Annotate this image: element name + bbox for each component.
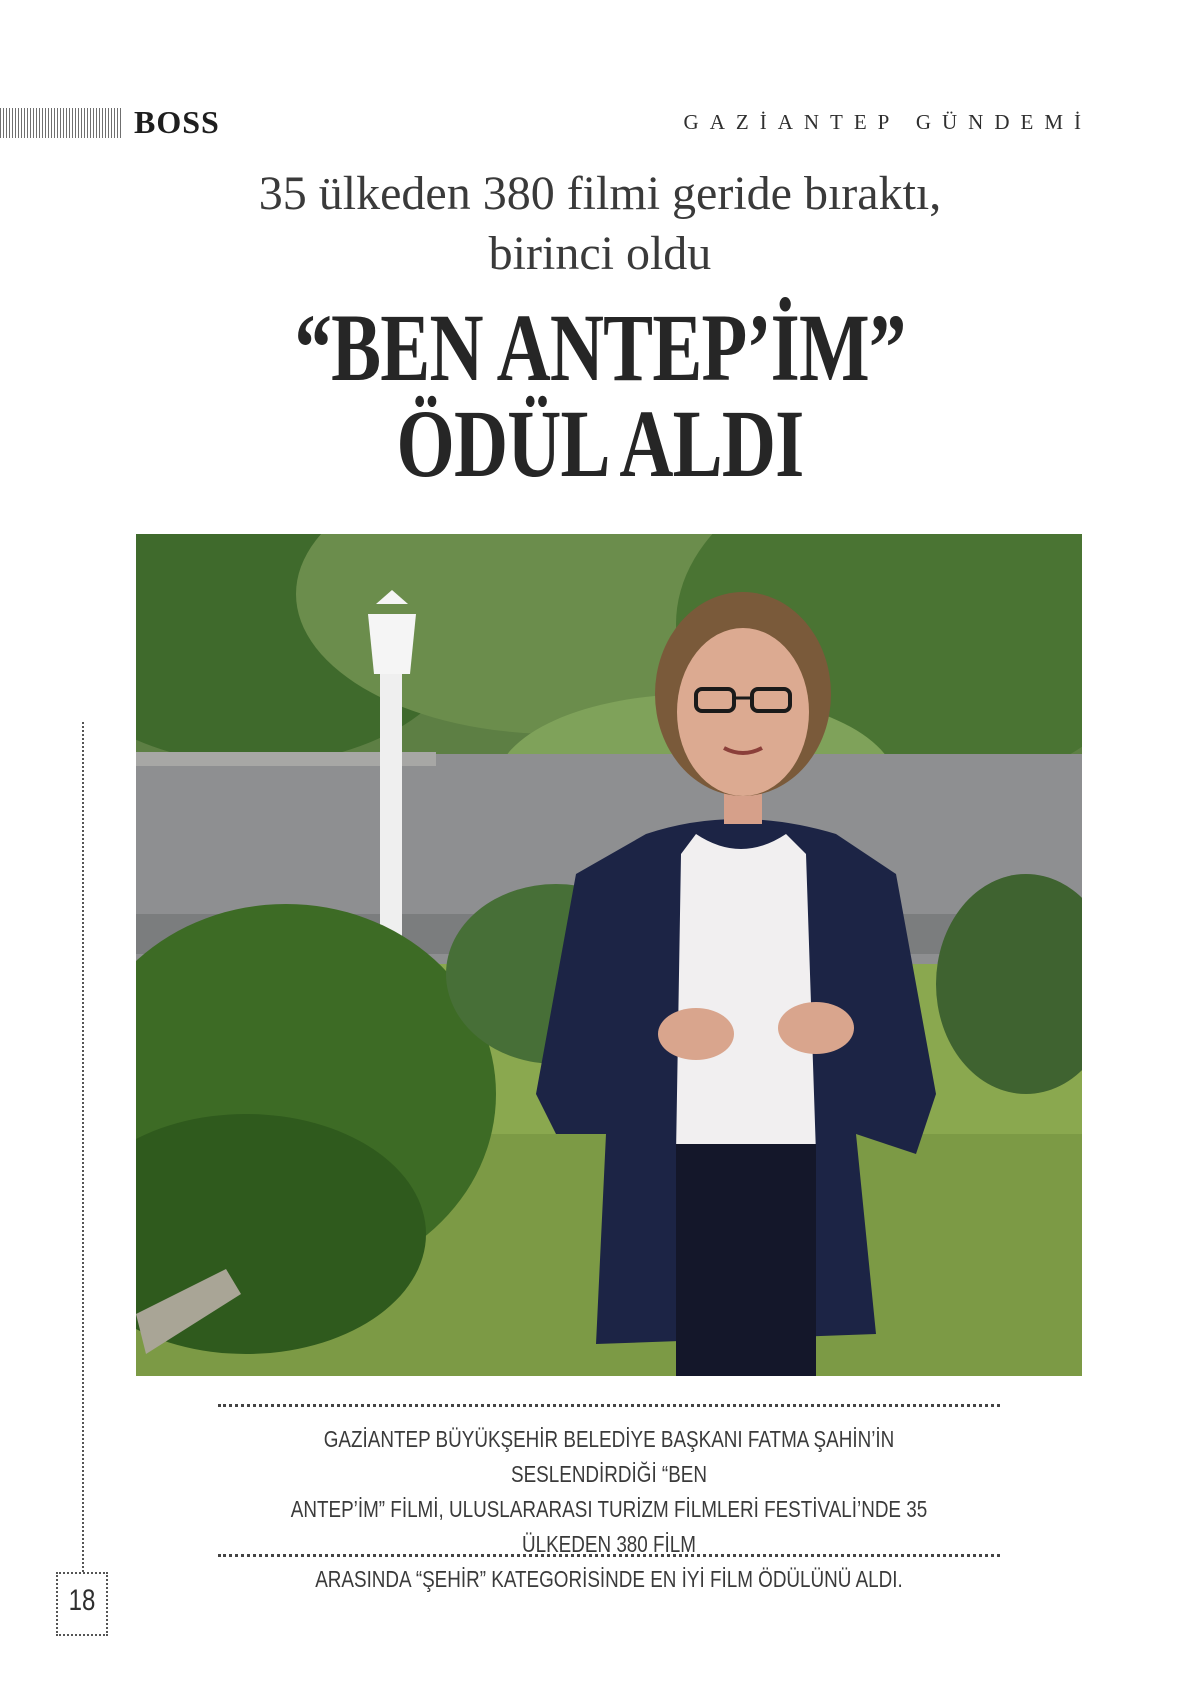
photo-caption [200, 1422, 1018, 1597]
article-subtitle [0, 164, 1200, 284]
header-stripes [0, 108, 122, 138]
magazine-logo: BOSS [134, 104, 220, 140]
article-photo [136, 534, 1082, 1376]
caption-rule-bottom [218, 1554, 1000, 1557]
headline-line-2: ÖDÜL ALDI [396, 390, 804, 497]
caption-line-3: ARASINDA “ŞEHİR” KATEGORİSİNDE EN İYİ FİLM ÖDÜLÜNÜ ALDI. [315, 1566, 903, 1592]
article-headline [132, 294, 1068, 497]
subtitle-line-1: 35 ülkeden 380 filmi geride bıraktı, [258, 167, 942, 220]
headline-line-1: “BEN ANTEP’İM” [294, 294, 906, 401]
caption-line-1: GAZİANTEP BÜYÜKŞEHİR BELEDİYE BAŞKANI FATMA ŞAHİN’İN SESLENDİRDİĞİ “BEN [323, 1426, 895, 1487]
page-number: 18 [68, 1584, 96, 1617]
caption-line-2: ANTEP’İM” FİLMİ, ULUSLARARASI TURİZM FİLMLERİ FESTİVALİ’NDE 35 ÜLKEDEN 380 FİLM [290, 1496, 928, 1557]
section-label: GAZİANTEP GÜNDEMİ [683, 110, 1092, 134]
side-dotted-rule [82, 722, 84, 1572]
subtitle-line-2: birinci oldu [488, 227, 712, 280]
caption-rule-top [218, 1404, 1000, 1407]
